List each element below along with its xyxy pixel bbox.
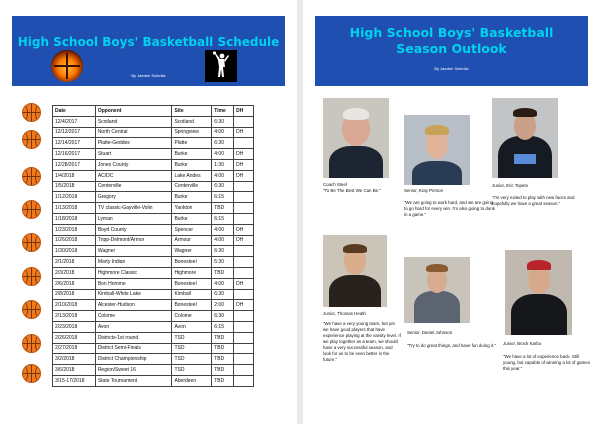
game-doubleheader xyxy=(234,354,254,365)
schedule-row xyxy=(53,127,254,138)
game-time: 4:00 xyxy=(212,224,234,235)
game-opponent: Bon Homme xyxy=(95,278,172,289)
game-date: 12/14/2017 xyxy=(53,138,96,149)
schedule-title: High School Boys' Basketball Schedule xyxy=(17,35,280,49)
game-doubleheader xyxy=(234,311,254,322)
game-date: 3/6/2018 xyxy=(53,365,96,376)
outlook-title: High School Boys' Basketball Season Outlook xyxy=(349,25,554,56)
column-header: Time xyxy=(212,106,234,117)
column-header: DH xyxy=(234,106,254,117)
coach-name: Coach Steel xyxy=(323,182,347,187)
game-date: 1/4/2018 xyxy=(53,170,96,181)
daniel-johnson-quote: "Try to do great things, and have fun doing it." xyxy=(407,343,496,348)
schedule-row xyxy=(53,311,254,322)
schedule-row xyxy=(53,375,254,386)
coach-caption xyxy=(323,182,403,194)
game-opponent: Stuart xyxy=(95,149,172,160)
basketball-icon xyxy=(22,300,41,319)
brock-karbo-photo xyxy=(505,250,572,335)
game-time: 4:00 xyxy=(212,235,234,246)
brock-karbo-caption xyxy=(503,341,593,372)
game-date: 2/27/2018 xyxy=(53,343,96,354)
schedule-page xyxy=(0,0,297,424)
game-doubleheader xyxy=(234,203,254,214)
game-opponent: AC/DC xyxy=(95,170,172,181)
game-site: TSD xyxy=(172,354,212,365)
schedule-row xyxy=(53,354,254,365)
game-date: 1/30/2018 xyxy=(53,246,96,257)
game-date: 12/28/2017 xyxy=(53,159,96,170)
game-time: 4:00 xyxy=(212,149,234,160)
game-site: Lake Andes xyxy=(172,170,212,181)
basketball-icon xyxy=(22,130,41,149)
game-opponent: District Semi-Finals xyxy=(95,343,172,354)
game-site: Colome xyxy=(172,311,212,322)
game-opponent: Jones County xyxy=(95,159,172,170)
schedule-row xyxy=(53,138,254,149)
eric-topete-caption xyxy=(492,183,588,207)
schedule-row xyxy=(53,192,254,203)
schedule-row xyxy=(53,300,254,311)
basketball-icon xyxy=(22,364,41,383)
basketball-icon xyxy=(22,103,41,122)
game-site: Burke xyxy=(172,213,212,224)
brock-karbo-name: Junior, Brock Karbo xyxy=(503,341,542,346)
game-site: Kimball xyxy=(172,289,212,300)
game-doubleheader xyxy=(234,116,254,127)
game-date: 1/13/2018 xyxy=(53,203,96,214)
game-doubleheader: DH xyxy=(234,170,254,181)
game-doubleheader xyxy=(234,289,254,300)
game-doubleheader: DH xyxy=(234,224,254,235)
game-time: 6:30 xyxy=(212,181,234,192)
game-doubleheader: DH xyxy=(234,300,254,311)
schedule-body xyxy=(53,116,254,386)
game-site: Avon xyxy=(172,321,212,332)
game-site: TSD xyxy=(172,332,212,343)
game-doubleheader xyxy=(234,246,254,257)
game-date: 2/10/2018 xyxy=(53,300,96,311)
game-date: 3/15-17/2018 xyxy=(53,375,96,386)
basketball-icon xyxy=(22,233,41,252)
game-time: TBD xyxy=(212,267,234,278)
game-date: 1/26/2018 xyxy=(53,235,96,246)
game-site: Burke xyxy=(172,149,212,160)
game-time: 6:30 xyxy=(212,311,234,322)
game-site: Highmore xyxy=(172,267,212,278)
game-opponent: Colome xyxy=(95,311,172,322)
schedule-row xyxy=(53,149,254,160)
thomas-heath-name: Junior, Thomas Heath xyxy=(323,311,366,316)
game-site: TSD xyxy=(172,365,212,376)
game-site: Bonesteel xyxy=(172,300,212,311)
game-time: 6:30 xyxy=(212,289,234,300)
game-site: Scotland xyxy=(172,116,212,127)
game-time: TBD xyxy=(212,375,234,386)
game-date: 12/4/2017 xyxy=(53,116,96,127)
game-opponent: Boyd County xyxy=(95,224,172,235)
game-opponent: State Tournament xyxy=(95,375,172,386)
game-doubleheader xyxy=(234,192,254,203)
game-doubleheader xyxy=(234,181,254,192)
game-opponent: Tripp-Delmont/Armor xyxy=(95,235,172,246)
game-time: 6:30 xyxy=(212,246,234,257)
kray-person-photo xyxy=(404,115,470,185)
game-opponent: Platte-Geddes xyxy=(95,138,172,149)
schedule-row xyxy=(53,116,254,127)
game-doubleheader xyxy=(234,257,254,268)
game-date: 2/3/2018 xyxy=(53,267,96,278)
game-opponent: Marty Indian xyxy=(95,257,172,268)
game-doubleheader xyxy=(234,138,254,149)
game-site: Spencer xyxy=(172,224,212,235)
game-opponent: District Championship xyxy=(95,354,172,365)
outlook-byline: By Jaeden Schmitz xyxy=(434,66,469,71)
schedule-row xyxy=(53,224,254,235)
kray-person-quote: "We are going to work hard, and we are going to go hard for every win. I'm also going to dunk in a game." xyxy=(404,200,495,217)
schedule-table xyxy=(52,105,254,387)
game-time: 4:00 xyxy=(212,170,234,181)
game-date: 12/12/2017 xyxy=(53,127,96,138)
schedule-row xyxy=(53,257,254,268)
game-doubleheader: DH xyxy=(234,127,254,138)
coach-photo xyxy=(323,98,389,178)
game-opponent: Gregory xyxy=(95,192,172,203)
game-site: Aberdeen xyxy=(172,375,212,386)
schedule-row xyxy=(53,278,254,289)
game-time: TBD xyxy=(212,354,234,365)
daniel-johnson-name: Senior, Daniel Johnson xyxy=(407,330,453,335)
brock-karbo-quote: "We have a lot of experience back. Still young, but capable of winning a lot of games this year." xyxy=(503,354,590,371)
game-opponent: North Central xyxy=(95,127,172,138)
game-time: 4:00 xyxy=(212,127,234,138)
thomas-heath-quote: "We have a very young team, but yet we have good players that have experience playing at the varsity level. If we play together as a team, we should have a very successful season, and look for us to be even better in the future." xyxy=(323,321,401,362)
game-doubleheader: DH xyxy=(234,235,254,246)
game-opponent: Centerville xyxy=(95,181,172,192)
thomas-heath-caption xyxy=(323,311,401,363)
game-time: 6:15 xyxy=(212,192,234,203)
game-site: Platte xyxy=(172,138,212,149)
game-opponent: Lyman xyxy=(95,213,172,224)
game-time: 6:15 xyxy=(212,213,234,224)
schedule-header-row xyxy=(53,106,254,117)
game-site: Wagner xyxy=(172,246,212,257)
basketball-icon xyxy=(22,200,41,219)
game-time: 5:30 xyxy=(212,257,234,268)
schedule-row xyxy=(53,267,254,278)
game-doubleheader xyxy=(234,267,254,278)
daniel-johnson-caption xyxy=(407,330,499,349)
game-doubleheader xyxy=(234,343,254,354)
coach-quote: "To Be The Best We Can Be." xyxy=(323,188,381,193)
kray-person-caption xyxy=(404,188,496,218)
game-doubleheader: DH xyxy=(234,149,254,160)
schedule-banner xyxy=(12,16,285,86)
schedule-row xyxy=(53,343,254,354)
game-doubleheader: DH xyxy=(234,278,254,289)
game-doubleheader xyxy=(234,321,254,332)
game-time: 6:30 xyxy=(212,116,234,127)
game-date: 2/1/2018 xyxy=(53,257,96,268)
schedule-row xyxy=(53,203,254,214)
game-site: Burke xyxy=(172,192,212,203)
game-date: 1/18/2018 xyxy=(53,213,96,224)
eric-topete-name: Junior, Eric Topete xyxy=(492,183,529,188)
game-doubleheader xyxy=(234,365,254,376)
schedule-row xyxy=(53,321,254,332)
game-opponent: Region/Sweet 16 xyxy=(95,365,172,376)
game-date: 2/6/2018 xyxy=(53,278,96,289)
game-date: 2/26/2018 xyxy=(53,332,96,343)
game-opponent: Avon xyxy=(95,321,172,332)
game-opponent: Scotland xyxy=(95,116,172,127)
schedule-byline: By Jaeden Schmitz xyxy=(131,73,166,78)
column-header: Site xyxy=(172,106,212,117)
schedule-row xyxy=(53,170,254,181)
game-time: TBD xyxy=(212,203,234,214)
game-time: 4:00 xyxy=(212,278,234,289)
kray-person-name: Senior, Kray Person xyxy=(404,188,444,193)
game-time: TBD xyxy=(212,343,234,354)
game-opponent: Districts-1st round xyxy=(95,332,172,343)
game-date: 1/5/2018 xyxy=(53,181,96,192)
game-opponent: Alcester-Hudson xyxy=(95,300,172,311)
game-opponent: Highmore Classic xyxy=(95,267,172,278)
basketball-icon xyxy=(22,167,41,186)
outlook-page xyxy=(303,0,600,424)
game-date: 2/23/2018 xyxy=(53,321,96,332)
game-site: Burke xyxy=(172,159,212,170)
game-date: 1/12/2018 xyxy=(53,192,96,203)
outlook-banner xyxy=(315,16,588,86)
basketball-icon xyxy=(22,267,41,286)
game-time: 2:00 xyxy=(212,300,234,311)
schedule-row xyxy=(53,365,254,376)
daniel-johnson-photo xyxy=(404,257,470,323)
game-site: Bonesteel xyxy=(172,278,212,289)
game-opponent: Wagner xyxy=(95,246,172,257)
game-doubleheader: DH xyxy=(234,159,254,170)
game-site: Armour xyxy=(172,235,212,246)
schedule-row xyxy=(53,159,254,170)
game-doubleheader xyxy=(234,332,254,343)
game-site: Yankton xyxy=(172,203,212,214)
schedule-row xyxy=(53,235,254,246)
basketball-icon xyxy=(22,334,41,353)
game-date: 1/23/2018 xyxy=(53,224,96,235)
game-time: TBD xyxy=(212,365,234,376)
game-site: TSD xyxy=(172,343,212,354)
thomas-heath-photo xyxy=(323,235,387,307)
game-doubleheader xyxy=(234,375,254,386)
schedule-row xyxy=(53,181,254,192)
game-date: 2/8/2018 xyxy=(53,289,96,300)
eric-topete-photo xyxy=(492,98,558,178)
column-header: Opponent xyxy=(95,106,172,117)
game-date: 3/2/2018 xyxy=(53,354,96,365)
game-opponent: TV classic-Gayville-Volin xyxy=(95,203,172,214)
schedule-row xyxy=(53,289,254,300)
game-doubleheader xyxy=(234,213,254,224)
schedule-row xyxy=(53,332,254,343)
game-site: Bonesteel xyxy=(172,257,212,268)
game-time: TBD xyxy=(212,332,234,343)
column-header: Date xyxy=(53,106,96,117)
schedule-row xyxy=(53,213,254,224)
schedule-row xyxy=(53,246,254,257)
game-date: 2/13/2018 xyxy=(53,311,96,322)
game-time: 6:15 xyxy=(212,321,234,332)
game-site: Springview xyxy=(172,127,212,138)
game-opponent: Kimball-White Lake xyxy=(95,289,172,300)
game-time: 1:30 xyxy=(212,159,234,170)
eric-topete-quote: "I'm very exited to play with new faces and hopefully we have a great season." xyxy=(492,195,575,206)
game-time: 6:30 xyxy=(212,138,234,149)
game-date: 12/16/2017 xyxy=(53,149,96,160)
game-site: Centerville xyxy=(172,181,212,192)
